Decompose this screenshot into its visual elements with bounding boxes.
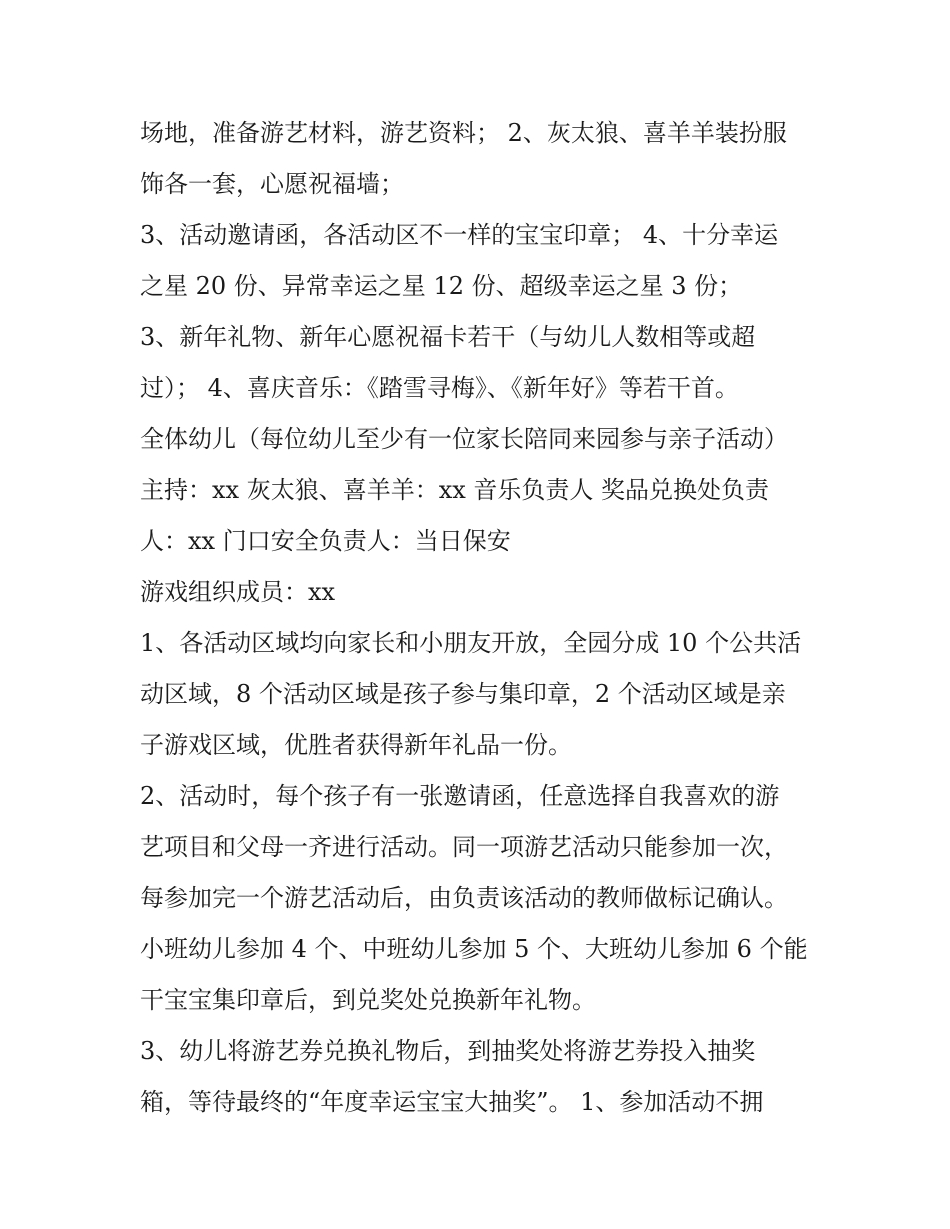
text-line: 动区域，8 个活动区域是孩子参与集印章，2 个活动区域是亲 xyxy=(140,680,786,708)
document-body xyxy=(140,108,820,1128)
text-line: 场地，准备游艺材料，游艺资料； 2、灰太狼、喜羊羊装扮服 xyxy=(140,119,787,147)
text-line: 艺项目和父母一齐进行活动。同一项游艺活动只能参加一次， xyxy=(140,833,788,861)
text-line: 过）； 4、喜庆音乐：《踏雪寻梅》、《新年好》等若干首。 xyxy=(140,374,739,402)
text-line: 之星 20 份、异常幸运之星 12 份、超级幸运之星 3 份； xyxy=(140,272,743,300)
text-line: 干宝宝集印章后，到兑奖处兑换新年礼物。 xyxy=(140,986,596,1014)
text-line: 人：xx 门口安全负责人：当日保安 xyxy=(140,527,511,555)
text-line: 主持：xx 灰太狼、喜羊羊：xx 音乐负责人 奖品兑换处负责 xyxy=(140,476,770,504)
text-line: 1、各活动区域均向家长和小朋友开放，全园分成 10 个公共活 xyxy=(140,629,802,657)
text-line: 饰各一套，心愿祝福墙； xyxy=(140,170,404,198)
text-line: 子游戏区域，优胜者获得新年礼品一份。 xyxy=(140,731,572,759)
text-line: 3、幼儿将游艺券兑换礼物后，到抽奖处将游艺券投入抽奖 xyxy=(140,1037,756,1065)
text-line: 3、新年礼物、新年心愿祝福卡若干（与幼儿人数相等或超 xyxy=(140,323,756,351)
text-line: 游戏组织成员：xx xyxy=(140,578,336,606)
text-line: 2、活动时，每个孩子有一张邀请函，任意选择自我喜欢的游 xyxy=(140,782,780,810)
text-line: 箱，等待最终的“年度幸运宝宝大抽奖”。 1、参加活动不拥 xyxy=(140,1088,764,1116)
text-line: 3、活动邀请函，各活动区不一样的宝宝印章； 4、十分幸运 xyxy=(140,221,779,249)
text-line: 全体幼儿（每位幼儿至少有一位家长陪同来园参与亲子活动） xyxy=(140,425,788,453)
text-line: 每参加完一个游艺活动后，由负责该活动的教师做标记确认。 xyxy=(140,884,788,912)
text-line: 小班幼儿参加 4 个、中班幼儿参加 5 个、大班幼儿参加 6 个能 xyxy=(140,935,808,963)
